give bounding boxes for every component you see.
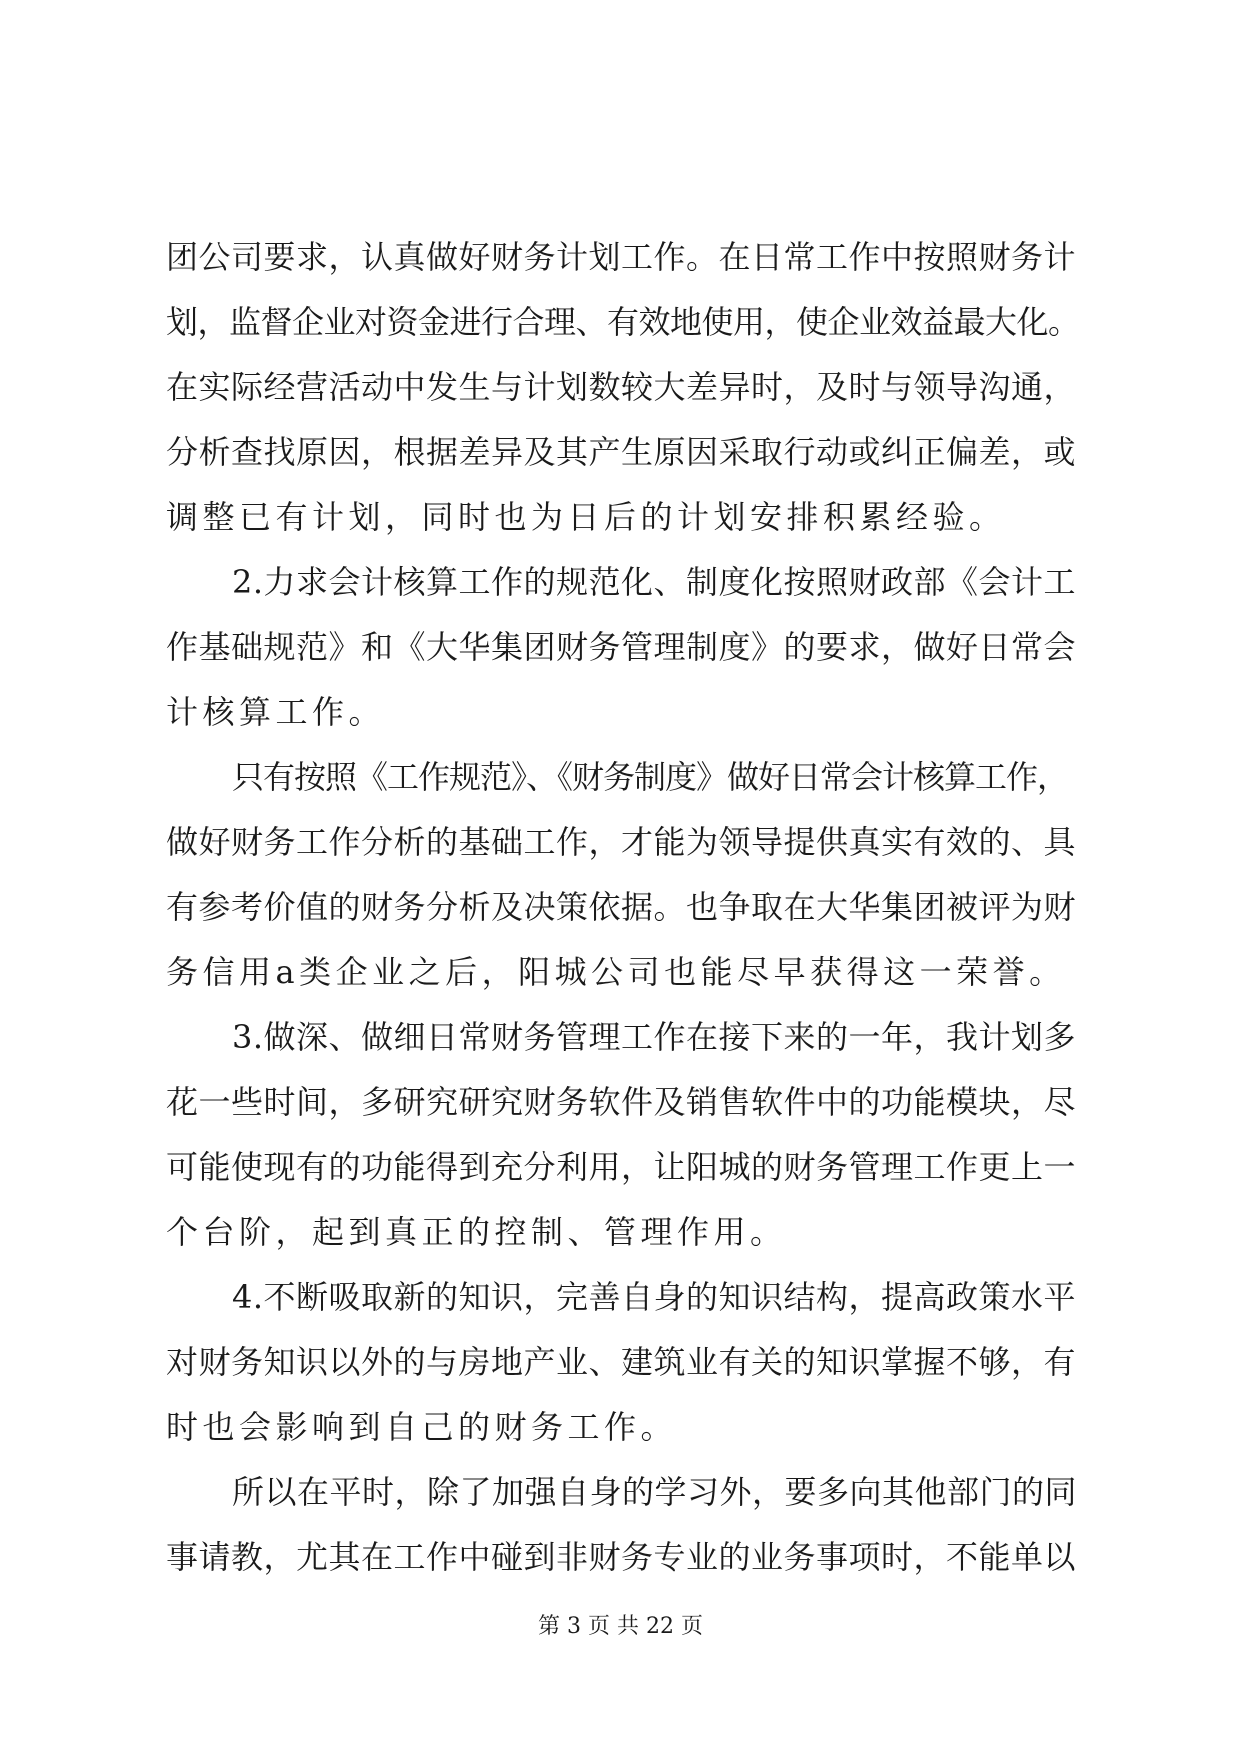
text-line: 团公司要求，认真做好财务计划工作。在日常工作中按照财务计	[166, 238, 1077, 276]
page-number-footer: 第 3 页 共 22 页	[538, 1614, 703, 1639]
text-line: 务信用a类企业之后，阳城公司也能尽早获得这一荣誉。	[166, 953, 1066, 991]
text-line: 划，监督企业对资金进行合理、有效地使用，使企业效益最大化。	[166, 303, 1080, 341]
text-line: 计核算工作。	[166, 693, 386, 731]
paragraph-standards	[166, 745, 1081, 1005]
paragraph-item-3	[166, 1005, 1081, 1265]
text-line: 可能使现有的功能得到充分利用，让阳城的财务管理工作更上一	[166, 1148, 1077, 1186]
text-line: 事请教，尤其在工作中碰到非财务专业的业务事项时，不能单以	[166, 1538, 1077, 1576]
text-line: 对财务知识以外的与房地产业、建筑业有关的知识掌握不够，有	[166, 1343, 1077, 1381]
text-line: 个台阶，起到真正的控制、管理作用。	[166, 1213, 787, 1251]
text-line: 花一些时间，多研究研究财务软件及销售软件中的功能模块，尽	[166, 1083, 1077, 1121]
text-line: 调整已有计划，同时也为日后的计划安排积累经验。	[166, 498, 1006, 536]
text-line: 时也会影响到自己的财务工作。	[166, 1408, 678, 1446]
paragraph-item-2	[166, 550, 1081, 745]
text-line: 所以在平时，除了加强自身的学习外，要多向其他部门的同	[232, 1473, 1078, 1511]
text-line: 2.力求会计核算工作的规范化、制度化按照财政部《会计工	[232, 563, 1077, 601]
text-line: 做好财务工作分析的基础工作，才能为领导提供真实有效的、具	[166, 823, 1077, 861]
paragraph-learning	[166, 1460, 1081, 1590]
text-line: 有参考价值的财务分析及决策依据。也争取在大华集团被评为财	[166, 888, 1077, 926]
text-line: 在实际经营活动中发生与计划数较大差异时，及时与领导沟通，	[166, 368, 1077, 406]
text-line: 4.不断吸取新的知识，完善自身的知识结构，提高政策水平	[232, 1278, 1077, 1316]
paragraph-item-4	[166, 1265, 1081, 1460]
text-line: 3.做深、做细日常财务管理工作在接下来的一年，我计划多	[232, 1018, 1077, 1056]
text-line: 分析查找原因，根据差异及其产生原因采取行动或纠正偏差，或	[166, 433, 1077, 471]
document-body	[166, 225, 1081, 1590]
text-line: 作基础规范》和《大华集团财务管理制度》的要求，做好日常会	[166, 628, 1077, 666]
paragraph-plan	[166, 225, 1081, 550]
text-line: 只有按照《工作规范》、《财务制度》做好日常会计核算工作，	[232, 758, 1069, 796]
